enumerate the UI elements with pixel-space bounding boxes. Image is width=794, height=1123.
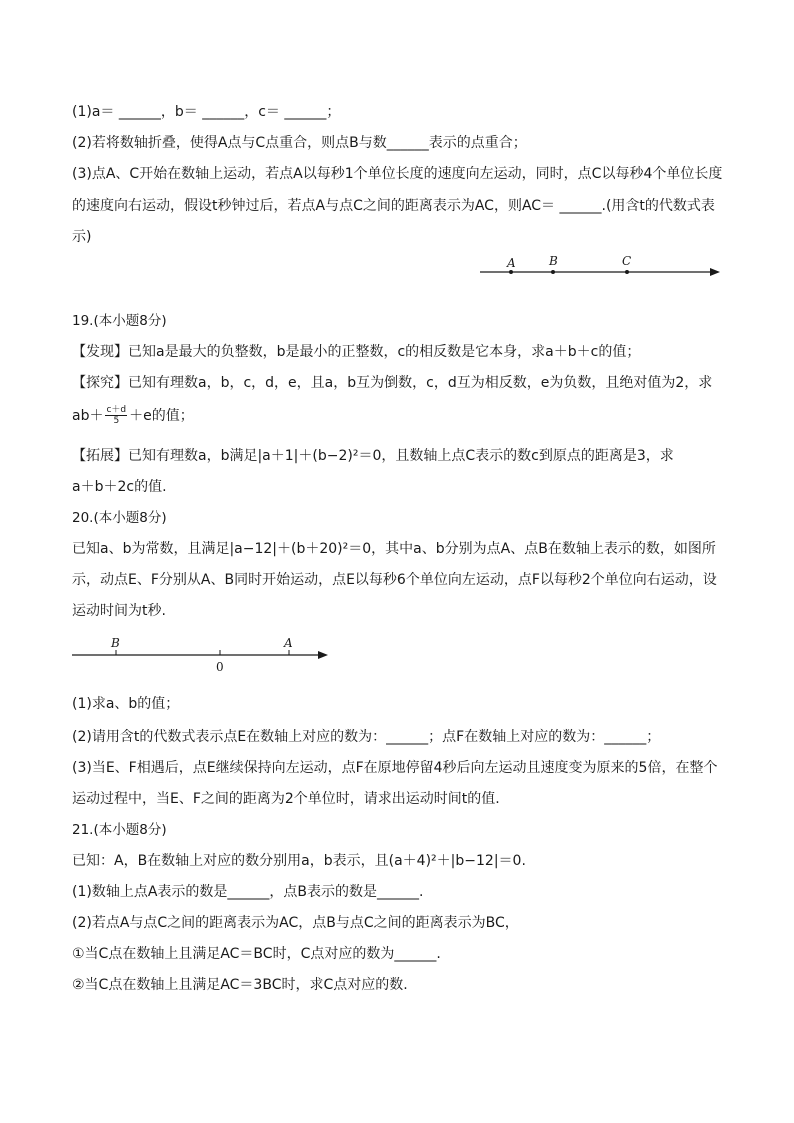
q19-explore-post: ＋e的值；: [129, 407, 194, 424]
q19-discover: 【发现】已知a是最大的负整数，b是最小的正整数，c的相反数是它本身，求a＋b＋c的值；: [72, 344, 641, 360]
q20-part2: (2)请用含t的代数式表示点E在数轴上对应的数为：______；点F在数轴上对应的数为：______；: [72, 729, 661, 745]
q19-heading: 19.(本小题8分): [72, 313, 167, 329]
q19-extend-line2: a＋b＋2c的值.: [72, 479, 167, 495]
point-b-dot: [551, 270, 555, 274]
q18-number-line: [470, 250, 730, 284]
q19-fraction: [105, 405, 127, 426]
q20-number-line: [70, 633, 335, 677]
axis-arrow-icon: [710, 268, 720, 276]
q21-part2: (2)若点A与点C之间的距离表示为AC，点B与点C之间的距离表示为BC，: [72, 915, 519, 931]
q21-heading: 21.(本小题8分): [72, 822, 167, 838]
point-b-label: B: [549, 254, 558, 268]
q19-explore-pre: ab＋: [72, 407, 104, 424]
q20-line1: 已知a、b为常数，且满足|a−12|＋(b＋20)²＝0，其中a、b分别为点A、点B在数轴上表示的数，如图所: [72, 541, 716, 557]
q20-heading: 20.(本小题8分): [72, 510, 167, 526]
q19-explore-line2: [72, 405, 194, 426]
fraction-denominator: 5: [113, 416, 120, 426]
q21-sub2: ②当C点在数轴上且满足AC＝3BC时，求C点对应的数.: [72, 977, 408, 993]
q20-part3-line1: (3)当E、F相遇后，点E继续保持向左运动，点F在原地停留4秒后向左运动且速度变为原来的5倍，在整个: [72, 760, 718, 776]
q18-part2: (2)若将数轴折叠，使得A点与C点重合，则点B与数______表示的点重合；: [72, 135, 527, 151]
q20-part3-line2: 运动过程中，当E、F之间的距离为2个单位时，请求出运动时间t的值.: [72, 791, 500, 807]
axis-arrow-icon: [318, 651, 328, 659]
q18-part3-line2: 的速度向右运动，假设t秒钟过后，若点A与点C之间的距离表示为AC，则AC＝ ______.(用含t的代数式表: [72, 198, 715, 214]
point-c-dot: [625, 270, 629, 274]
q20-line3: 运动时间为t秒.: [72, 603, 166, 619]
q19-extend-line1: 【拓展】已知有理数a，b满足|a＋1|＋(b−2)²＝0，且数轴上点C表示的数c到原点的距离是3，求: [72, 448, 674, 464]
q18-part3-line3: 示): [72, 229, 92, 245]
fraction-numerator: c＋d: [106, 405, 127, 415]
q21-part1: (1)数轴上点A表示的数是______，点B表示的数是______.: [72, 884, 424, 900]
point-c-label: C: [622, 254, 632, 268]
origin-label: 0: [216, 660, 224, 674]
q19-explore-line1: 【探究】已知有理数a，b，c，d，e，且a，b互为倒数，c，d互为相反数，e为负数，且绝对值为2，求: [72, 375, 713, 391]
point-a-label: A: [284, 636, 293, 650]
q20-line2: 示，动点E、F分别从A、B同时开始运动，点E以每秒6个单位向左运动，点F以每秒2个单位向右运动，设: [72, 572, 717, 588]
q21-sub1: ①当C点在数轴上且满足AC＝BC时，C点对应的数为______.: [72, 946, 441, 962]
q20-part1: (1)求a、b的值；: [72, 696, 180, 712]
point-a-dot: [509, 270, 513, 274]
q21-line1: 已知：A，B在数轴上对应的数分别用a，b表示，且(a＋4)²＋|b−12|＝0.: [72, 853, 526, 869]
q18-part3-line1: (3)点A、C开始在数轴上运动，若点A以每秒1个单位长度的速度向左运动，同时，点C以每秒4个单位长度: [72, 166, 723, 182]
point-a-label: A: [507, 256, 516, 270]
point-b-label: B: [111, 636, 120, 650]
q18-part1: (1)a＝ ______，b＝ ______，c＝ ______；: [72, 104, 341, 120]
